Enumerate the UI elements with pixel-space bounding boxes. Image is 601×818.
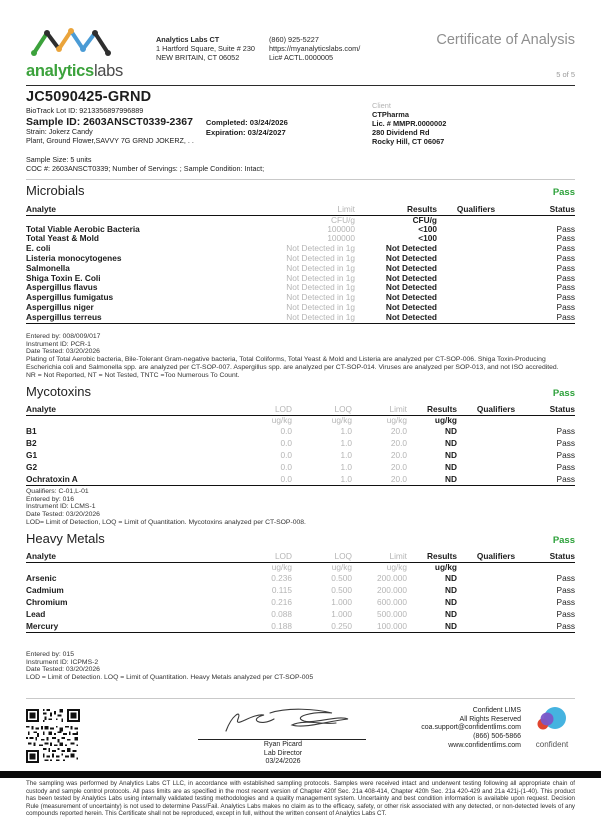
signoff-area [26, 705, 575, 766]
lims-email: coa.support@confidentlims.com [421, 724, 521, 732]
section-heavy-metals [26, 531, 575, 682]
col-status: Status [549, 404, 575, 415]
section-mycotoxins [26, 384, 575, 527]
results-units: CFU/g [412, 215, 437, 226]
sample-id: Sample ID: 2603ANSCT0339-2367 [26, 116, 193, 128]
sample-name: JC5090425-GRND [26, 89, 152, 105]
table-row: Chromium 0.216 1.000 600.000 ND Pass [26, 596, 575, 607]
col-qualifiers: Qualifiers [456, 204, 496, 215]
lab-address-line2: NEW BRITAIN, CT 06052 [156, 53, 240, 62]
table-row: E. coli Not Detected in 1g Not Detected Pass [26, 243, 575, 254]
col-analyte: Analyte [26, 551, 56, 562]
section-title: Mycotoxins [26, 384, 92, 400]
lab-logo [26, 26, 144, 81]
sample-dates [206, 116, 288, 145]
section-microbials [26, 183, 575, 380]
abbrev-note: NR = Not Reported, NT = Not Tested, TNTC =Too Numerous To Count. [26, 372, 240, 380]
lab-license: Lic# ACTL.0000005 [268, 53, 334, 62]
expiration-date: Expiration: 03/24/2027 [205, 128, 286, 137]
col-results: Results [427, 551, 457, 562]
client-address-line1: 280 Dividend Rd [372, 128, 430, 137]
table-row: Ochratoxin A 0.0 1.0 20.0 ND Pass [26, 473, 575, 484]
confident-logo [529, 705, 575, 749]
col-loq: LOQ [334, 551, 352, 562]
lims-rights: All Rights Reserved [459, 715, 521, 723]
sample-strain: Strain: Jokerz Candy [26, 127, 93, 136]
client-block [372, 89, 446, 173]
coc-line: COC #: 2603ANSCT0339; Number of Servings: ; Sample Condition: Intact; [26, 164, 265, 174]
qr-code [26, 709, 80, 763]
method-note: Plating of Total Aerobic bacteria, Bile-Tolerant Gram-negative bacteria, Total Coliforms, Total Yeast & Mold and Listeria are analyzed per CT-SOP-006. Shiga Toxin-Producing Escherichia coli and Salmonella spp. are analyzed per CT-SOP-007. Aspergillus spp. are analyzed per CT-SOP-014. Viruses are analyzed per SOP-013, and not ISO accredited. [26, 356, 559, 372]
table-row: Cadmium 0.115 0.500 200.000 ND Pass [26, 584, 575, 595]
method-note: LOD= Limit of Detection, LOQ = Limit of Quantitation. Mycotoxins analyzed per CT-SOP-008. [26, 519, 306, 527]
client-address-line2: Rocky Hill, CT 06067 [372, 137, 445, 146]
bottom-edge-bar [0, 771, 601, 778]
header-divider [26, 85, 575, 86]
table-header [26, 404, 575, 416]
biotrack-lot-id: BioTrack Lot ID: 9213356897996889 [26, 106, 144, 115]
sample-size: Sample Size: 5 units [26, 155, 92, 165]
wordmark-analytics: analytics [26, 62, 94, 80]
table-row: Total Viable Aerobic Bacteria 100000 <100 Pass [26, 223, 575, 234]
date-tested: Date Tested: 03/20/2026 [26, 666, 100, 674]
col-results: Results [407, 204, 437, 215]
table-row: Salmonella Not Detected in 1g Not Detected Pass [26, 262, 575, 273]
lims-block [421, 705, 575, 750]
signoff-date: 03/24/2026 [265, 758, 301, 766]
footer-divider [26, 698, 575, 699]
client-license: Lic. # MMPR.0000002 [372, 119, 447, 128]
signature-line [198, 739, 366, 740]
entered-by: Entered by: 015 [26, 650, 74, 658]
table-row: Aspergillus terreus Not Detected in 1g Not Detected Pass [26, 311, 575, 322]
table-row: Lead 0.088 1.000 500.000 ND Pass [26, 608, 575, 619]
sample-matrix: Plant, Ground Flower,SAVVY 7G GRND JOKERZ, . . [26, 135, 194, 145]
wordmark-labs: labs [93, 62, 124, 80]
table-row: Aspergillus fumigatus Not Detected in 1g Not Detected Pass [26, 292, 575, 303]
sample-info [26, 89, 575, 173]
instrument-id: Instrument ID: LCMS-1 [26, 503, 96, 511]
signer-title: Lab Director [263, 749, 303, 757]
signature-icon [208, 705, 358, 739]
table-row: G1 0.0 1.0 20.0 ND Pass [26, 449, 575, 460]
table-row: B2 0.0 1.0 20.0 ND Pass [26, 437, 575, 448]
section-title: Microbials [26, 183, 85, 199]
section-notes [26, 488, 575, 528]
units-row: ug/kg ug/kg ug/kg ug/kg [271, 562, 457, 573]
table-header [26, 551, 575, 563]
col-qualifiers: Qualifiers [476, 404, 516, 415]
client-name: CTPharma [372, 110, 409, 119]
col-lod: LOD [274, 551, 292, 562]
lab-website: https://myanalyticslabs.com/ [268, 44, 361, 53]
confident-logo-icon [535, 705, 569, 735]
qualifiers-note: Qualifiers: C-01,L-01 [26, 487, 89, 495]
table-row: Arsenic 0.236 0.500 200.000 ND Pass [26, 572, 575, 583]
date-tested: Date Tested: 03/20/2026 [26, 511, 100, 519]
completed-date: Completed: 03/24/2026 [205, 118, 288, 127]
method-note: LOD = Limit of Detection. LOQ = Limit of Quantitation. Heavy Metals analyzed per CT-SOP-005 [26, 674, 314, 682]
sample-block [26, 89, 344, 173]
lab-address-line1: 1 Hartford Square, Suite # 230 [156, 44, 255, 53]
table-row: Shiga Toxin E. Coli Not Detected in 1g Not Detected Pass [26, 272, 575, 283]
page-indicator: 5 of 5 [556, 70, 575, 79]
lab-name: Analytics Labs CT [156, 35, 220, 44]
instrument-id: Instrument ID: ICPMS-2 [26, 658, 99, 666]
table-row: G2 0.0 1.0 20.0 ND Pass [26, 461, 575, 472]
lims-phone: (866) 506-5866 [473, 733, 521, 741]
legal-disclaimer: The sampling was performed by Analytics Labs CT LLC, in accordance with established sampling protocols. Samples were received intact and underwent testing following all appropriate chain of custody and sample control protocols. All pass limits are as specified in the most recent version of Chapter 420f Sec. 21a 408-414, Chapter 420h Sec. 21a 420-429 and 21a 421j-(1-40). This product has been tested by Analytics Labs using internally validated testing methodologies and a quality management system. Uncertainty and best condition information is available upon request. Decision Rule (measurement of uncertainty) is not used to determine Pass/Fail. Analytics Labs makes no claim as to the efficacy, safety, or other risk associated with any detected, or non-detected levels of any compounds reported herein. This Certificate shall not be reproduced, except in full, without the written consent of Analytics Labs CT. [26, 780, 575, 818]
table-row: Total Yeast & Mold 100000 <100 Pass [26, 233, 575, 244]
section-notes [26, 651, 575, 683]
client-label: Client [372, 101, 391, 110]
table-row: B1 0.0 1.0 20.0 ND Pass [26, 425, 575, 436]
table-row: Mercury 0.188 0.250 100.000 ND Pass [26, 620, 575, 631]
sample-id-block [26, 116, 194, 145]
date-tested: Date Tested: 03/20/2026 [26, 348, 100, 356]
col-limit: Limit [389, 404, 407, 415]
analyticslabs-logo-icon [26, 26, 118, 56]
table-row: Listeria monocytogenes Not Detected in 1g Not Detected Pass [26, 253, 575, 264]
header [26, 26, 575, 81]
table-header [26, 204, 575, 216]
col-analyte: Analyte [26, 404, 56, 415]
col-status: Status [549, 204, 575, 215]
section-title: Heavy Metals [26, 531, 105, 547]
col-analyte: Analyte [26, 204, 56, 215]
section-notes [26, 333, 575, 380]
status-badge: Pass [552, 535, 575, 547]
confident-wordmark: confident [535, 740, 569, 750]
lab-phone: (860) 925-5227 [268, 35, 319, 44]
lims-name: Confident LIMS [472, 707, 521, 715]
lims-website: www.confidentlims.com [448, 741, 521, 749]
col-results: Results [427, 404, 457, 415]
units-row: ug/kg ug/kg ug/kg ug/kg [271, 415, 457, 426]
lab-contact-block [269, 26, 360, 62]
doc-title: Certificate of Analysis [436, 32, 575, 48]
lab-address-block [156, 26, 255, 62]
col-loq: LOQ [334, 404, 352, 415]
col-lod: LOD [274, 404, 292, 415]
status-badge: Pass [552, 388, 575, 400]
col-limit: Limit [337, 204, 355, 215]
table-row: Aspergillus niger Not Detected in 1g Not Detected Pass [26, 302, 575, 313]
doc-title-block [436, 26, 575, 79]
entered-by: Entered by: 016 [26, 495, 74, 503]
col-qualifiers: Qualifiers [476, 551, 516, 562]
status-badge: Pass [552, 187, 575, 199]
limit-units: CFU/g [331, 215, 355, 226]
col-limit: Limit [389, 551, 407, 562]
instrument-id: Instrument ID: PCR-1 [26, 340, 91, 348]
signature-block [198, 705, 368, 766]
col-status: Status [549, 551, 575, 562]
table-row: Aspergillus flavus Not Detected in 1g Not Detected Pass [26, 282, 575, 293]
section-divider [26, 179, 575, 180]
signer-name: Ryan Picard [263, 741, 303, 749]
entered-by: Entered by: 008/009/017 [26, 332, 101, 340]
lab-wordmark [26, 62, 144, 81]
